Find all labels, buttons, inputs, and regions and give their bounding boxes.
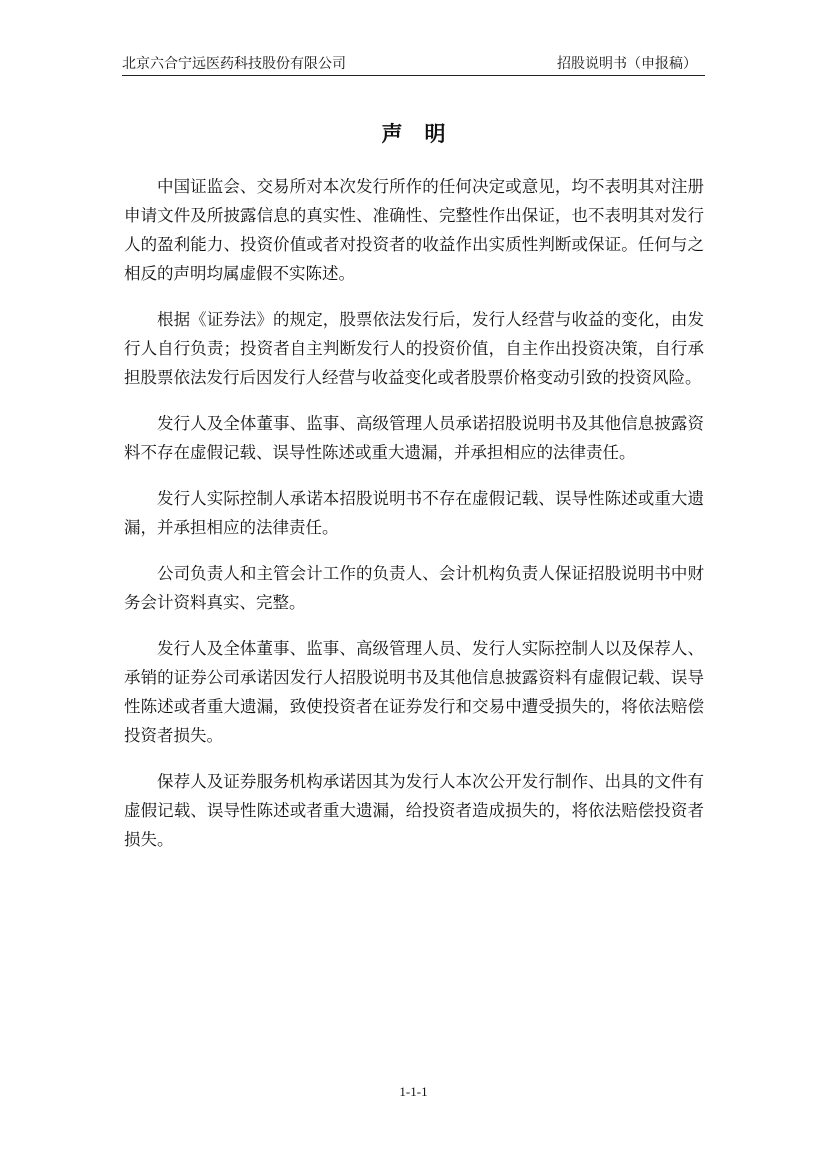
header-company-name: 北京六合宁远医药科技股份有限公司 [122, 56, 346, 72]
page-header [122, 56, 705, 76]
declaration-paragraph: 保荐人及证券服务机构承诺因其为发行人本次公开发行制作、出具的文件有虚假记载、误导性陈述或者重大遗漏，给投资者造成损失的，将依法赔偿投资者损失。 [124, 772, 704, 849]
declaration-paragraph: 根据《证券法》的规定，股票依法发行后，发行人经营与收益的变化，由发行人自行负责；投资者自主判断发行人的投资价值，自主作出投资决策，自行承担股票依法发行后因发行人经营与收益变化或者股票价格变动引致的投资风险。 [124, 310, 704, 387]
declaration-paragraph: 发行人及全体董事、监事、高级管理人员、发行人实际控制人以及保荐人、承销的证券公司承诺因发行人招股说明书及其他信息披露资料有虚假记载、误导性陈述或者重大遗漏，致使投资者在证券发行和交易中遭受损失的，将依法赔偿投资者损失。 [124, 639, 704, 745]
declaration-paragraph: 公司负责人和主管会计工作的负责人、会计机构负责人保证招股说明书中财务会计资料真实、完整。 [124, 564, 704, 612]
header-document-type: 招股说明书（申报稿） [557, 56, 697, 72]
page-number: 1-1-1 [399, 1084, 428, 1099]
declaration-body [124, 172, 704, 871]
declaration-paragraph: 中国证监会、交易所对本次发行所作的任何决定或意见，均不表明其对注册申请文件及所披露信息的真实性、准确性、完整性作出保证，也不表明其对发行人的盈利能力、投资价值或者对投资者的收益作出实质性判断或保证。任何与之相反的声明均属虚假不实陈述。 [124, 177, 704, 283]
declaration-paragraph: 发行人实际控制人承诺本招股说明书不存在虚假记载、误导性陈述或重大遗漏，并承担相应的法律责任。 [124, 489, 704, 537]
page-title: 声明 [381, 121, 468, 146]
declaration-paragraph: 发行人及全体董事、监事、高级管理人员承诺招股说明书及其他信息披露资料不存在虚假记载、误导性陈述或重大遗漏，并承担相应的法律责任。 [124, 414, 704, 462]
